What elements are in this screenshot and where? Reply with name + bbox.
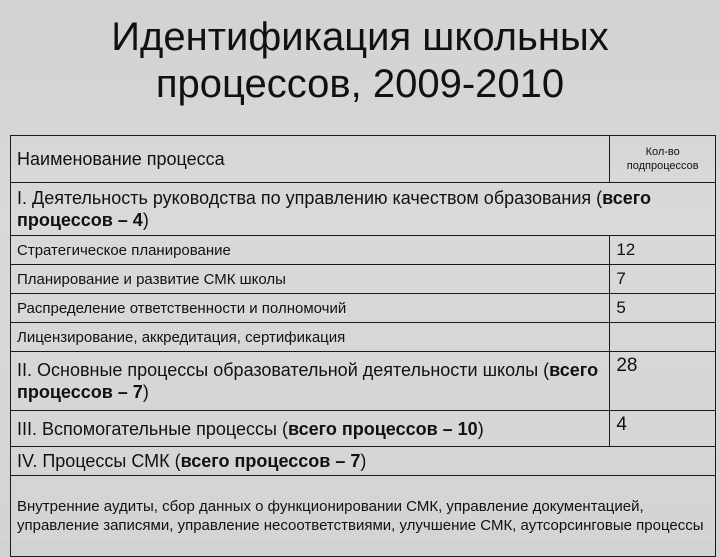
row-count: 12 (610, 236, 716, 265)
section-1-title (11, 183, 716, 236)
section-1-total: всего процессов – 4 (17, 188, 652, 230)
section-4-detail-row (11, 476, 716, 557)
section-4-title (11, 447, 716, 476)
section-3-text: III. Вспомогательные процессы ( (17, 418, 288, 439)
section-2-end: ) (142, 382, 149, 402)
section-4-end: ) (360, 451, 367, 471)
table-row (11, 294, 716, 323)
section-2-title (11, 352, 610, 411)
row-count (610, 323, 716, 352)
section-3-end: ) (477, 418, 484, 439)
header-process-name: Наименование процесса (11, 136, 610, 183)
row-name: Лицензирование, аккредитация, сертификация (11, 323, 610, 352)
table-row (11, 265, 716, 294)
slide-title-line1: Идентификация школьных (111, 15, 609, 59)
row-count: 7 (610, 265, 716, 294)
row-name: Распределение ответственности и полномочий (11, 294, 610, 323)
row-name: Стратегическое планирование (11, 236, 610, 265)
table-row (11, 236, 716, 265)
section-3-count: 4 (610, 411, 716, 447)
table-row (11, 323, 716, 352)
section-2-text: II. Основные процессы образовательной деятельности школы ( (17, 360, 550, 380)
section-4-total: всего процессов – 7 (180, 451, 361, 471)
section-3-row (11, 411, 716, 447)
section-1-row (11, 183, 716, 236)
section-4-detail: Внутренние аудиты, сбор данных о функционировании СМК, управление документацией, управление записями, управление несоответствиями, улучшение СМК, аутсорсинговые процессы (11, 476, 716, 557)
row-name: Планирование и развитие СМК школы (11, 265, 610, 294)
table-header-row (11, 136, 716, 183)
slide-title-line2: процессов, 2009-2010 (155, 62, 565, 106)
section-2-row (11, 352, 716, 411)
header-subprocess-count (610, 136, 716, 183)
slide-title (0, 14, 720, 108)
process-table (10, 135, 716, 557)
section-4-row (11, 447, 716, 476)
row-count: 5 (610, 294, 716, 323)
section-4-text: IV. Процессы СМК ( (17, 451, 181, 471)
section-3-total: всего процессов – 10 (287, 418, 478, 439)
section-2-total: всего процессов – 7 (17, 360, 599, 402)
header-count-line2: подпроцессов (626, 160, 699, 172)
section-3-title (11, 411, 610, 447)
section-2-count: 28 (610, 352, 716, 411)
header-count-line1: Кол-во (645, 146, 680, 158)
section-1-text: I. Деятельность руководства по управлению качеством образования ( (17, 188, 603, 208)
section-1-end: ) (142, 210, 149, 230)
